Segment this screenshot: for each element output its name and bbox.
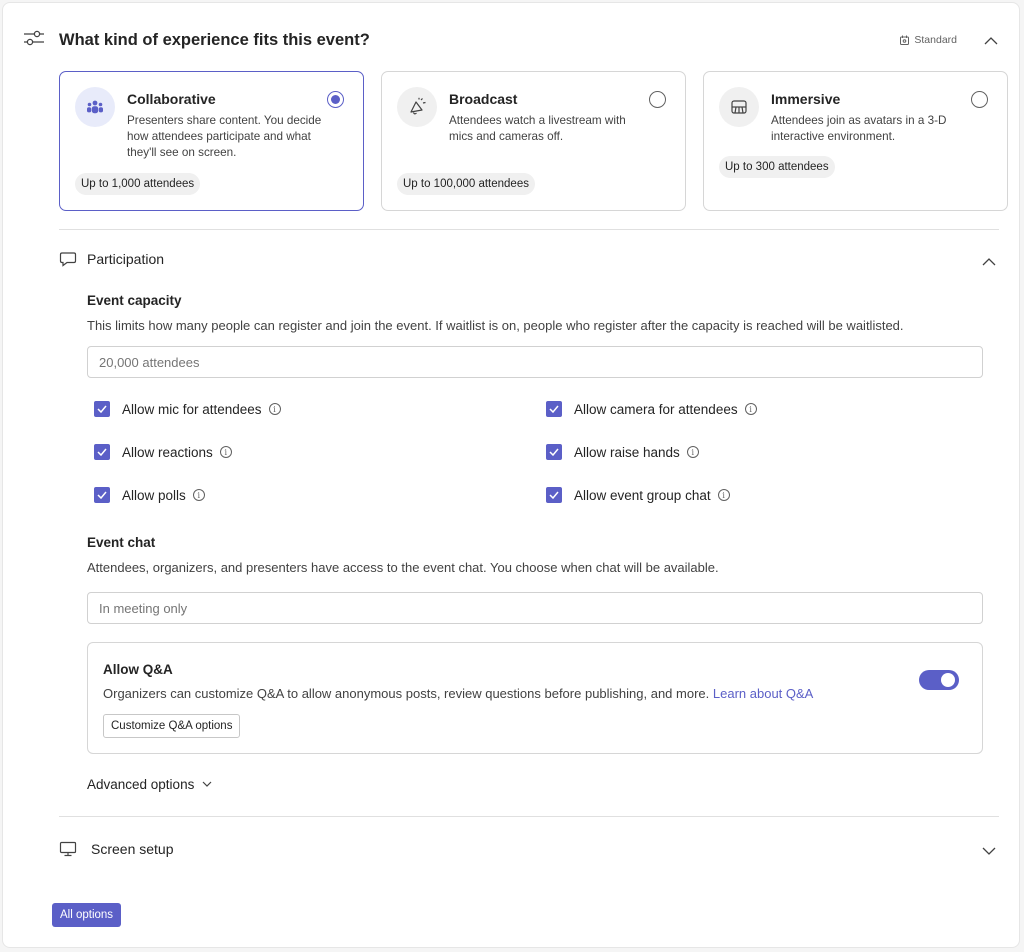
experience-card-immersive[interactable] [703,71,1008,211]
people-group-icon [75,87,115,127]
qa-title: Allow Q&A [103,662,173,677]
checkmark-icon [94,487,110,503]
section-title: Participation [87,251,165,267]
checkbox-allow-mic[interactable] [94,401,281,417]
radio-collaborative[interactable] [327,91,344,108]
divider [59,229,999,230]
plan-badge [899,34,957,46]
advanced-options-toggle[interactable] [87,777,212,792]
experience-header [23,25,999,55]
all-options-button[interactable]: All options [52,903,121,927]
qa-description-text: Organizers can customize Q&A to allow anonymous posts, review questions before publishing, and more. [103,686,710,701]
info-icon[interactable]: i [220,446,232,458]
checkmark-icon [94,444,110,460]
info-icon[interactable]: i [745,403,757,415]
settings-sliders-icon [23,29,45,52]
expand-chevron-down-icon[interactable] [981,843,997,859]
checkmark-icon [546,487,562,503]
card-title: Collaborative [127,91,216,107]
checkmark-icon [546,444,562,460]
checkbox-allow-raise-hands[interactable] [546,444,699,460]
chat-description: Attendees, organizers, and presenters have access to the event chat. You choose when chat will be available. [87,560,719,575]
checkmark-icon [546,401,562,417]
capacity-badge: Up to 1,000 attendees [75,173,200,195]
checkbox-label: Allow camera for attendees [574,401,738,417]
customize-qa-button[interactable]: Customize Q&A options [103,714,240,738]
experience-card-collaborative[interactable] [59,71,364,211]
page-title: What kind of experience fits this event? [59,30,370,49]
megaphone-icon [397,87,437,127]
checkbox-label: Allow polls [122,487,186,503]
immersive-space-icon [719,87,759,127]
capacity-input[interactable] [87,346,983,378]
checkbox-allow-polls[interactable] [94,487,205,503]
plan-label: Standard [914,34,957,46]
checkbox-allow-group-chat[interactable] [546,487,730,503]
chat-heading: Event chat [87,535,156,550]
capacity-description: This limits how many people can register and join the event. If waitlist is on, people who register after the capacity is reached will be waitlisted. [87,318,904,333]
card-title: Broadcast [449,91,518,107]
divider [59,816,999,817]
info-icon[interactable]: i [687,446,699,458]
monitor-icon [59,841,77,857]
info-icon[interactable]: i [269,403,281,415]
radio-broadcast[interactable] [649,91,666,108]
checkmark-icon [94,401,110,417]
event-settings-panel [2,2,1020,948]
checkbox-label: Allow event group chat [574,487,711,503]
card-title: Immersive [771,91,841,107]
experience-options [59,71,1008,211]
checkbox-label: Allow reactions [122,444,213,460]
advanced-options-label: Advanced options [87,777,195,792]
section-title: Screen setup [91,841,174,857]
card-description: Attendees join as avatars in a 3-D interactive environment. [771,114,947,143]
collapse-chevron-up-icon[interactable] [983,32,999,48]
card-description: Presenters share content. You decide how attendees participate and what they'll see on screen. [127,114,322,159]
capacity-heading: Event capacity [87,293,182,308]
screen-setup-header[interactable] [59,841,174,857]
capacity-badge: Up to 300 attendees [719,156,835,178]
plan-icon [899,35,910,46]
qa-toggle[interactable] [919,670,959,690]
collapse-chevron-up-icon[interactable] [981,253,997,269]
chevron-down-icon [202,781,212,788]
participation-header[interactable] [59,251,164,267]
card-description: Attendees watch a livestream with mics and cameras off. [449,114,626,143]
qa-description [103,686,813,701]
learn-qa-link[interactable]: Learn about Q&A [712,686,814,701]
chat-availability-input[interactable] [87,592,983,624]
experience-card-broadcast[interactable] [381,71,686,211]
checkbox-label: Allow raise hands [574,444,680,460]
qa-settings-box [87,642,983,754]
checkbox-allow-reactions[interactable] [94,444,232,460]
checkbox-allow-camera[interactable] [546,401,757,417]
capacity-badge: Up to 100,000 attendees [397,173,535,195]
info-icon[interactable]: i [718,489,730,501]
chat-bubble-icon [59,251,77,267]
radio-immersive[interactable] [971,91,988,108]
checkbox-label: Allow mic for attendees [122,401,262,417]
info-icon[interactable]: i [193,489,205,501]
